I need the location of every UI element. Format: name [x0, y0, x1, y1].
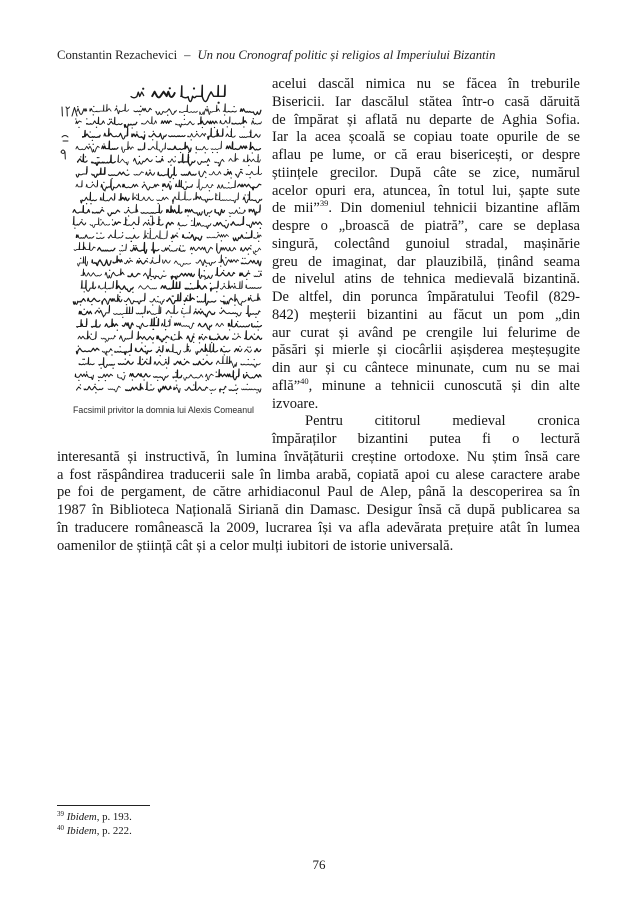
header-separator: –	[184, 48, 191, 62]
footnote-detail: , p. 193.	[96, 811, 132, 823]
text-line: acelor opuri era, atuncea, în totul lui, șapte sute	[272, 182, 580, 199]
figure-caption: Facsimil privitor la domnia lui Alexis Comeanul	[73, 405, 254, 415]
paragraph	[57, 413, 580, 555]
footnote-ref: 40	[300, 375, 309, 386]
footnote	[57, 810, 132, 824]
body-text	[57, 76, 580, 555]
text-line: singură, colectând gunoiul stradal, mașinărie	[272, 235, 580, 252]
text-line: aflau pe lume, or că erau bisericești, or despre	[272, 147, 580, 163]
footnote-number: 39	[57, 810, 64, 818]
text-line	[272, 375, 580, 396]
text-line: greu de imaginat, dar plauzibilă, ținând seama	[272, 253, 580, 270]
text-line: oamenilor de știință cât și a celor mulți iubitori de istorie universală.	[57, 537, 454, 554]
text-fragment: , minune a tehnicii cunoscută și din alte	[308, 377, 580, 394]
text-line: păsări și mierle și ciocârlii așișderea meșteșugite	[272, 342, 580, 359]
text-line: acelui dascăl nimica nu se făcea în treburile	[272, 76, 580, 92]
footnote	[57, 824, 132, 838]
text-fragment: de mii”	[272, 200, 320, 217]
text-line: științele grecilor. După câte se zice, numărul	[272, 164, 580, 181]
text-line: 1987 în Biblioteca Națională Siriană din Damasc. Desigur însă că după publicarea sa	[57, 502, 580, 518]
text-line: Bisericii. Iar dascălul stătea într-o casă dăruită	[272, 93, 580, 110]
text-line: izvoare.	[272, 395, 319, 412]
page-number: 76	[312, 857, 326, 872]
text-line: împăraților bizantini putea fi o lectură	[272, 431, 580, 447]
running-header	[57, 47, 495, 63]
footnote-detail: , p. 222.	[96, 825, 132, 837]
text-line: de împărat și aflată nu departe de Aghia Sofia.	[272, 111, 580, 128]
footnotes	[57, 810, 132, 838]
footnote-ref: 39	[319, 198, 329, 209]
text-line	[272, 200, 580, 218]
text-line: Iar la acea școală se copiau toate opurile de se	[272, 129, 580, 146]
text-line: a fost răspândirea traducerii sale în limba arabă, copiată apoi cu alese caractere arabe	[57, 466, 580, 483]
text-fragment: . Din domeniul tehnicii bizantine aflăm	[328, 200, 580, 217]
text-fragment: află”	[272, 377, 301, 394]
header-title: Un nou Cronograf politic și religios al Imperiului Bizantin	[197, 48, 496, 62]
paragraph	[57, 76, 580, 413]
text-line: De altfel, din porunca împăratului Teofil (829-	[272, 289, 580, 305]
text-line: interesantă și instructivă, în lumina învățăturii creștine ortodoxe. Nu știm însă care	[57, 448, 580, 465]
text-line: aur curat și având pe crengile lui felurime de	[272, 324, 580, 341]
text-line: din aur și cu cântece minunate, cum nu se mai	[272, 360, 580, 376]
footnote-separator	[57, 805, 150, 806]
text-line: în traducere românească la 2009, lucrarea își va afla adevărata prețuire atât în lumea	[57, 519, 580, 536]
footnote-number: 40	[57, 824, 64, 832]
header-author: Constantin Rezachevici	[57, 48, 178, 62]
text-line: de nivelul atins de tehnica medievală bizantină.	[272, 271, 580, 288]
text-line: despre o „broască de piatră”, care se deplasa	[272, 218, 580, 234]
text-line: 842) meșterii bizantini au făcut un pom „din	[272, 306, 580, 323]
text-line: pe foi de pergament, de către arhidiaconul Paul de Alep, până la descoperirea sa în	[57, 484, 580, 501]
text-line: Pentru cititorul medieval cronica	[305, 413, 580, 430]
footnote-source: Ibidem	[66, 811, 97, 823]
footnote-source: Ibidem	[66, 825, 97, 837]
